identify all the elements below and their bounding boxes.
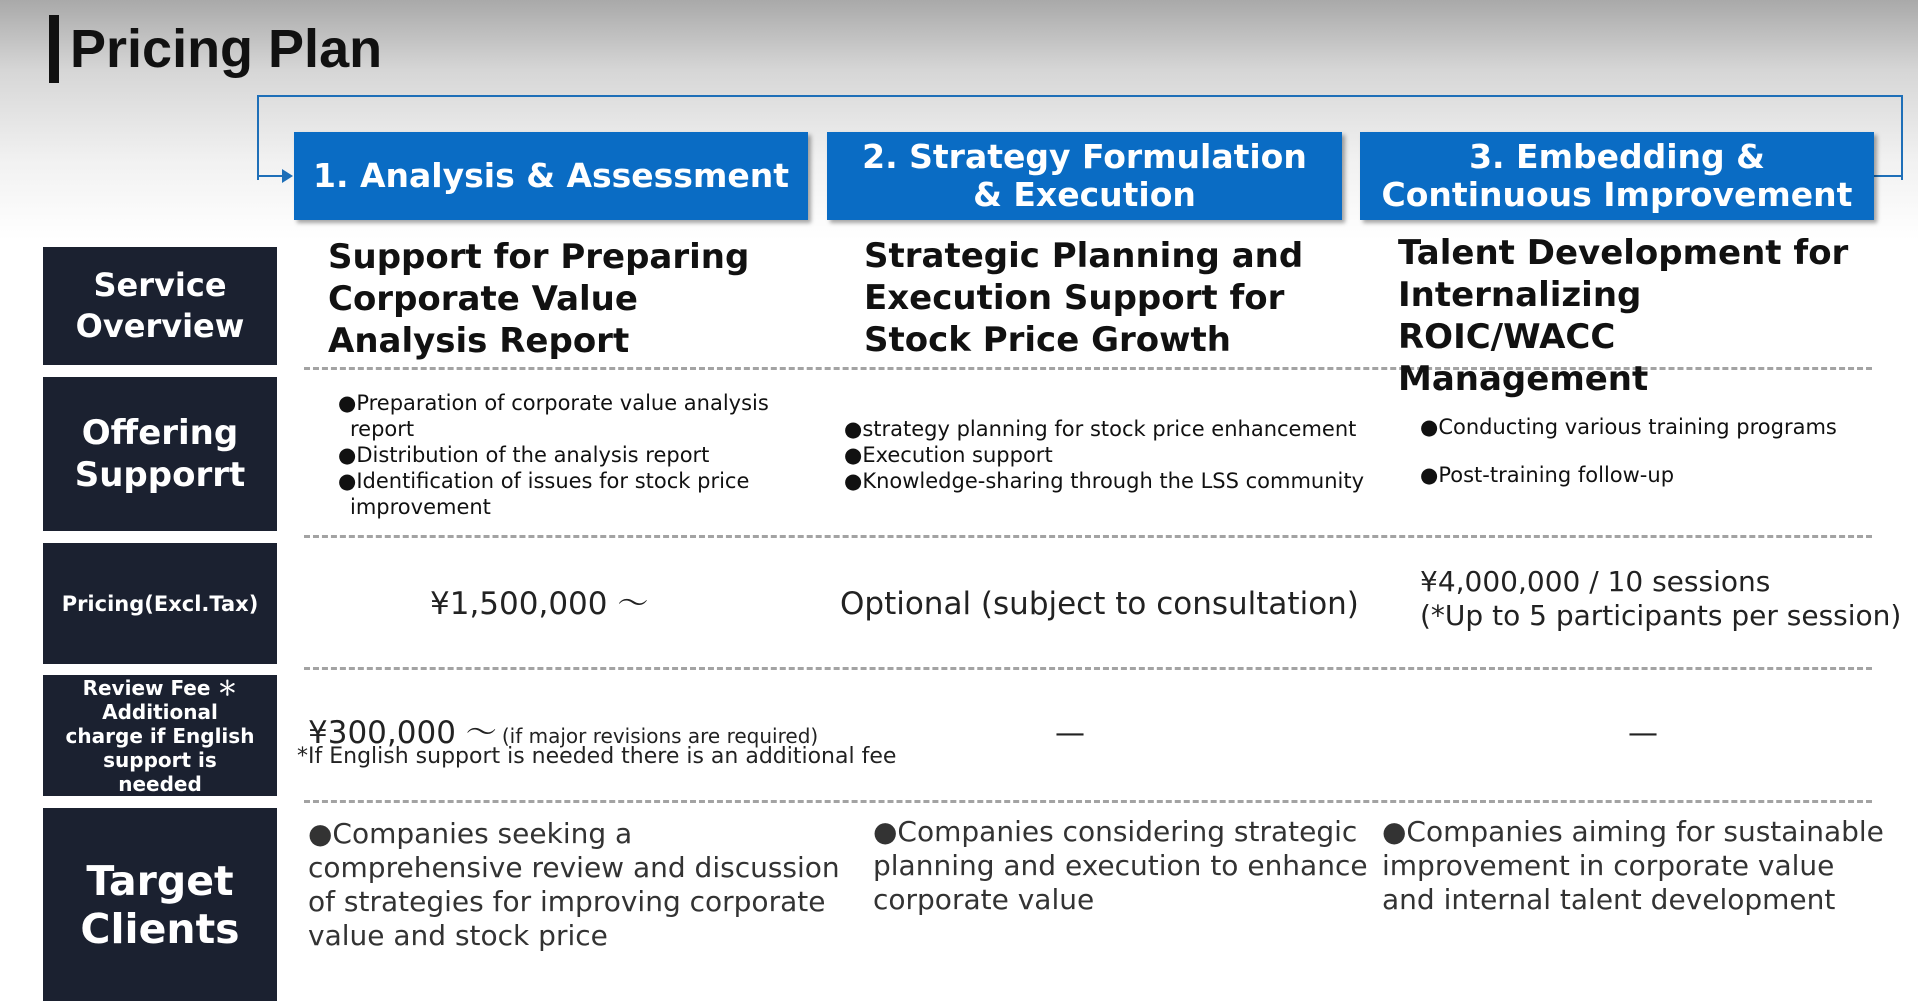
price-3-line1: ¥4,000,000 / 10 sessions [1420, 565, 1771, 598]
offering-item: ●Identification of issues for stock price improvement [338, 469, 750, 519]
cycle-arrow-exit [1872, 175, 1901, 177]
offering-list-1 [338, 390, 798, 520]
offering-item: ●Distribution of the analysis report [338, 443, 710, 467]
phase-header-1: 1. Analysis & Assessment [294, 132, 808, 220]
offering-item: ●Post-training follow-up [1420, 463, 1675, 487]
review-fee-3: — [1628, 716, 1658, 751]
review-fee-condition: (if major revisions are required) [501, 724, 819, 748]
offering-item: ●strategy planning for stock price enhancement [844, 417, 1357, 441]
price-1: ¥1,500,000 ～ [430, 586, 649, 622]
row-label-target-clients: Target Clients [43, 808, 277, 1001]
row-label-pricing: Pricing(Excl.Tax) [43, 543, 277, 664]
review-fee-2: — [1055, 716, 1085, 751]
offering-item: ●Preparation of corporate value analysis report [338, 391, 769, 441]
title-accent-bar [49, 15, 59, 83]
service-overview-2: Strategic Planning and Execution Support for Stock Price Growth [864, 236, 1304, 360]
offering-item: ●Execution support [844, 443, 1053, 467]
offering-list-3 [1420, 414, 1890, 488]
row-divider [304, 535, 1872, 538]
target-clients-3: ●Companies aiming for sustainable improvement in corporate value and internal talent development [1382, 815, 1884, 916]
row-divider [304, 667, 1872, 670]
review-fee-note: *If English support is needed there is an additional fee [297, 744, 897, 769]
offering-item: ●Conducting various training programs [1420, 415, 1837, 439]
phase-header-3: 3. Embedding & Continuous Improvement [1360, 132, 1874, 220]
service-overview-1: Support for Preparing Corporate Value Analysis Report [328, 237, 750, 361]
arrow-right-icon [282, 169, 293, 183]
offering-item: ●Knowledge-sharing through the LSS community [844, 469, 1365, 493]
row-label-review-fee: Review Fee ＊Additional charge if English support is needed [43, 675, 277, 796]
target-clients-2: ●Companies considering strategic planning and execution to enhance corporate value [873, 815, 1368, 916]
price-3-line2: (*Up to 5 participants per session) [1420, 599, 1902, 632]
price-2: Optional (subject to consultation) [840, 586, 1359, 622]
row-label-service-overview: Service Overview [43, 247, 277, 365]
page-title: Pricing Plan [70, 19, 383, 79]
service-overview-3: Talent Development for Internalizing ROIC/WACC Management [1398, 233, 1849, 399]
target-clients-1: ●Companies seeking a comprehensive review and discussion of strategies for improving corporate value and stock price [308, 817, 840, 952]
phase-header-2: 2. Strategy Formulation & Execution [827, 132, 1342, 220]
review-fee-amount: ¥300,000 ～ [308, 715, 497, 751]
row-divider [304, 800, 1872, 803]
offering-list-2 [844, 416, 1384, 494]
row-label-offering-support: Offering Supporrt [43, 377, 277, 531]
